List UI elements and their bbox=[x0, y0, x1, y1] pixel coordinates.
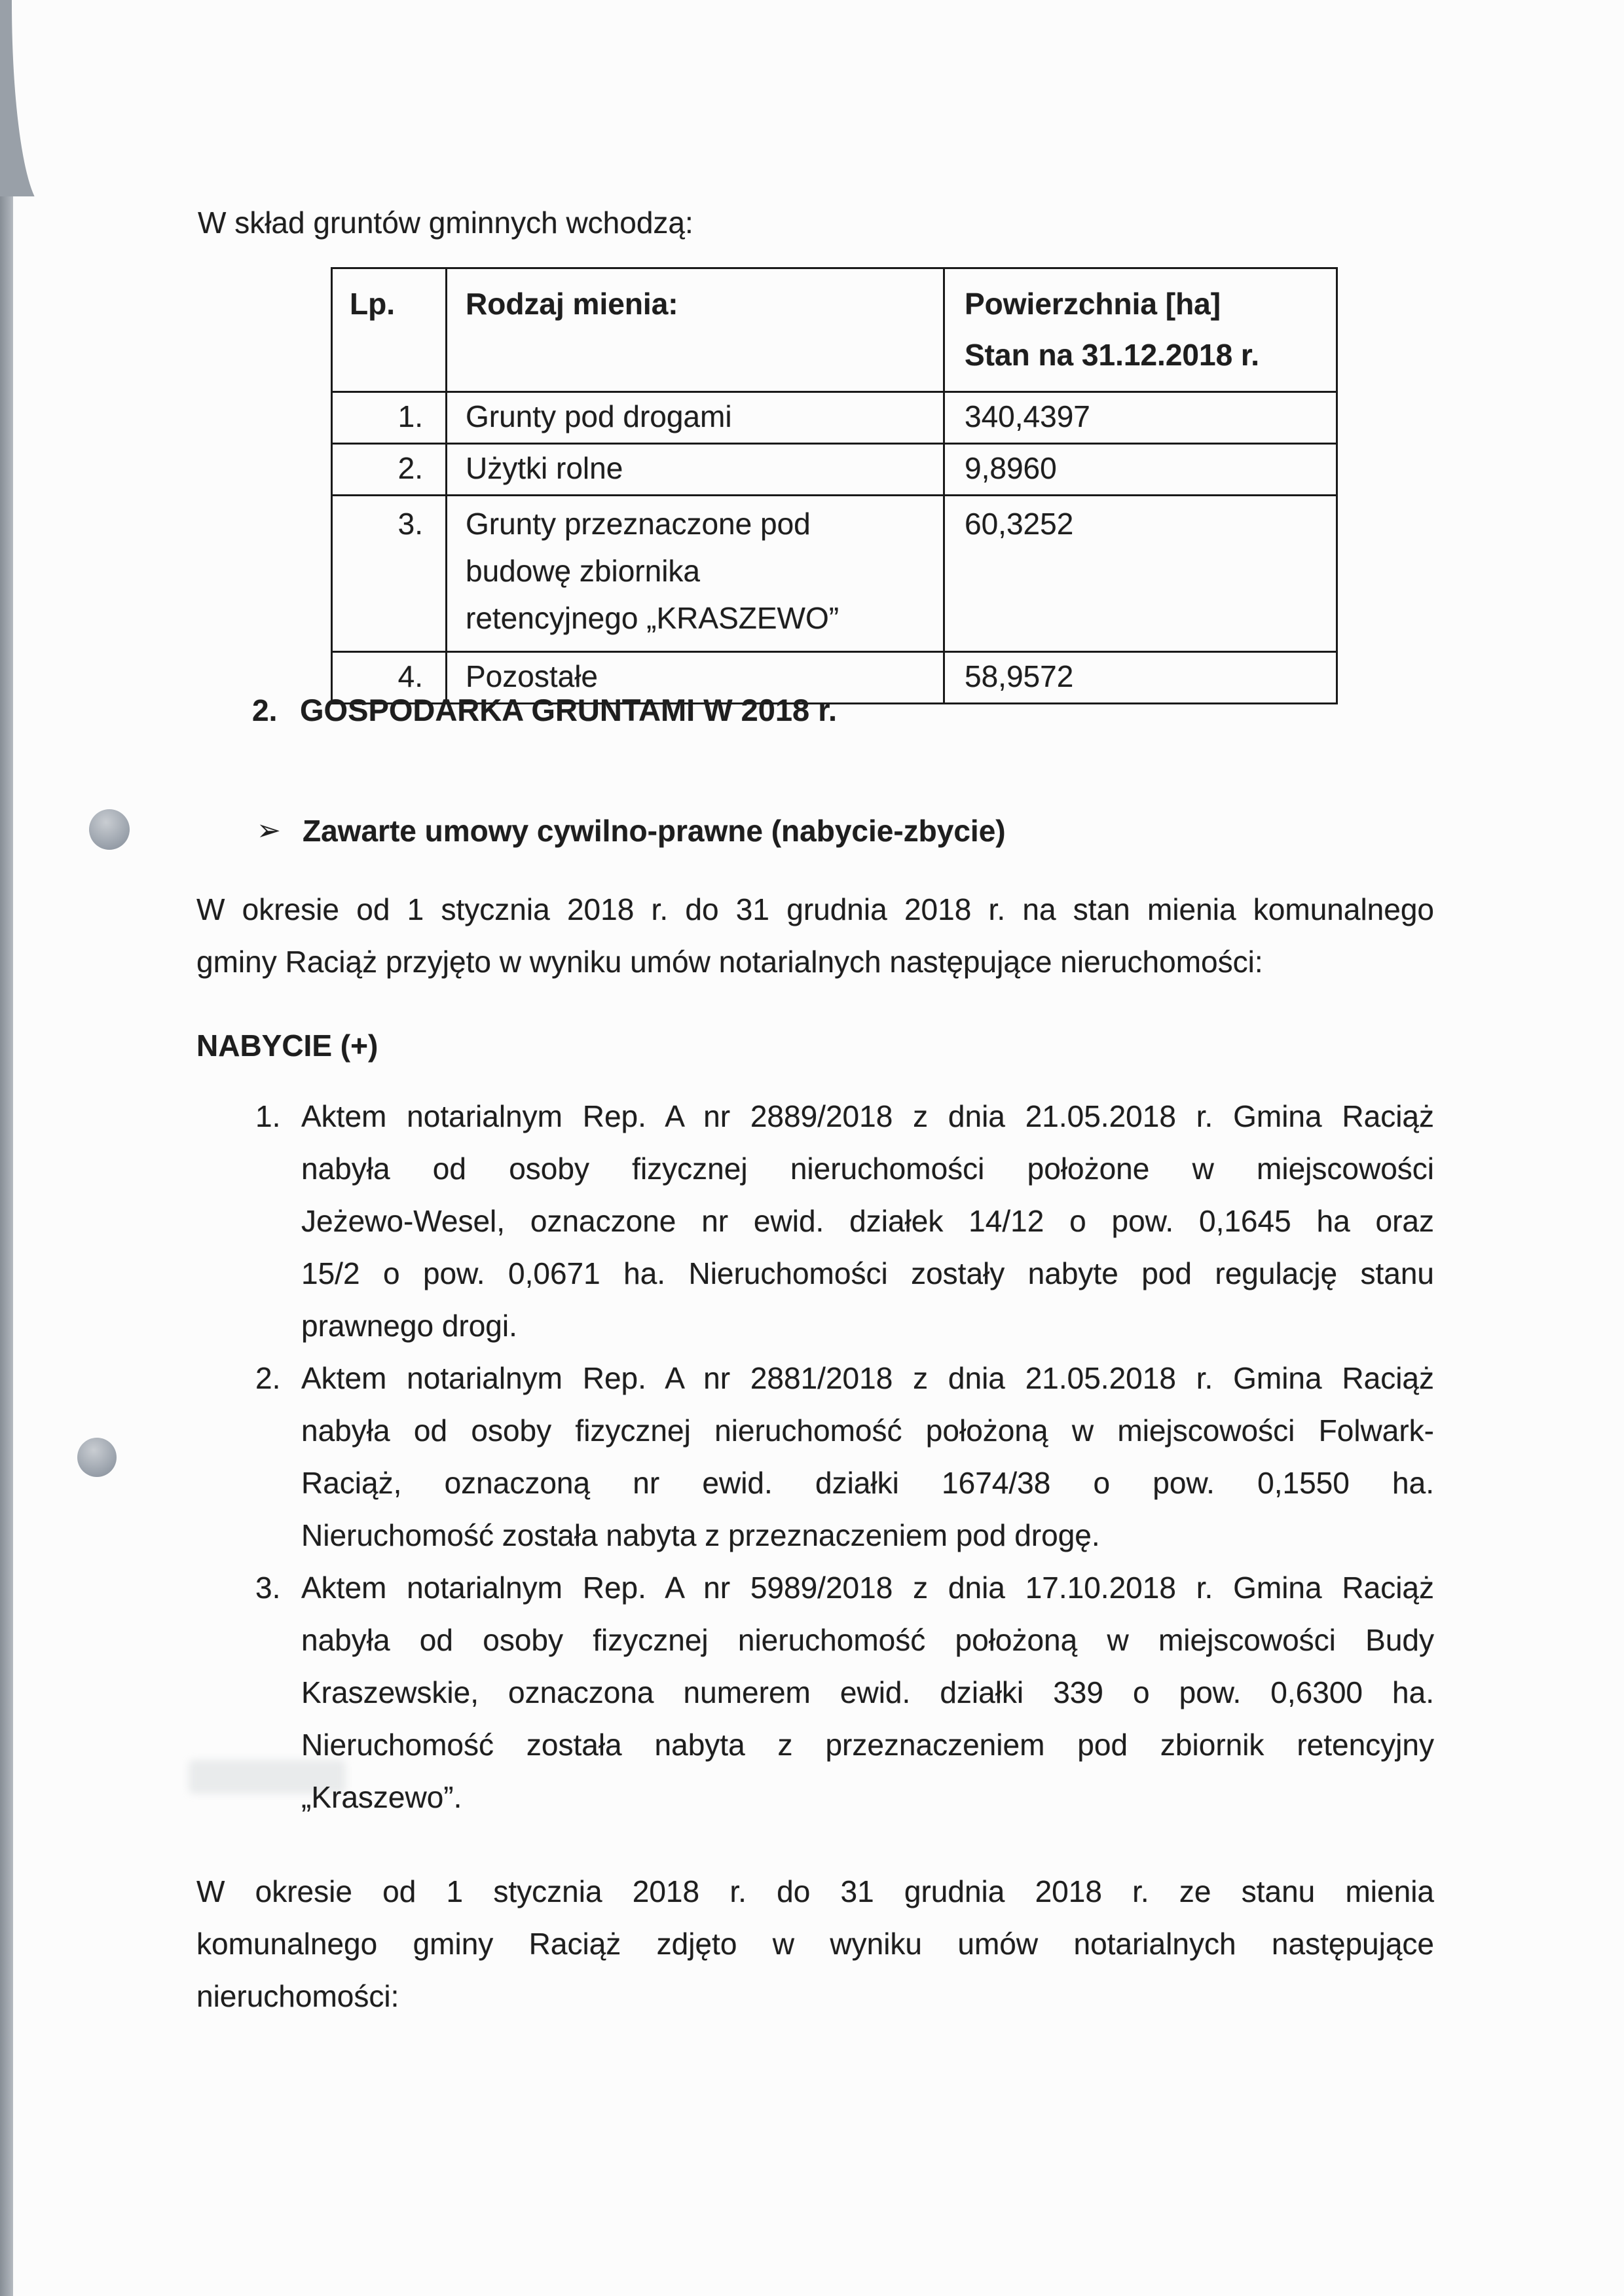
list-item-line: 15/2 o pow. 0,0671 ha. Nieruchomości zostały nabyte pod regulację stanu bbox=[301, 1256, 1434, 1290]
header-area-line2: Stan na 31.12.2018 r. bbox=[965, 338, 1260, 372]
row-kind-line: Grunty przeznaczone pod bbox=[466, 507, 811, 541]
row-area: 340,4397 bbox=[944, 392, 1337, 444]
table-row bbox=[332, 392, 1337, 444]
list-item-line: „Kraszewo”. bbox=[301, 1780, 462, 1814]
row-kind bbox=[447, 496, 944, 652]
list-item-line: Aktem notarialnym Rep. A nr 2881/2018 z dnia 21.05.2018 r. Gmina Raciąż bbox=[301, 1361, 1434, 1395]
table-row bbox=[332, 444, 1337, 496]
list-item-line: nabyła od osoby fizycznej nieruchomości położone w miejscowości bbox=[301, 1152, 1434, 1186]
list-item bbox=[196, 1561, 1434, 1823]
list-item-line: Jeżewo-Wesel, oznaczone nr ewid. działek 14/12 o pow. 0,1645 ha oraz bbox=[301, 1204, 1434, 1238]
list-item-line: Aktem notarialnym Rep. A nr 2889/2018 z dnia 21.05.2018 r. Gmina Raciąż bbox=[301, 1099, 1434, 1133]
section-number: 2. bbox=[252, 693, 278, 727]
row-lp: 2. bbox=[332, 444, 447, 496]
bullet-label: Zawarte umowy cywilno-prawne (nabycie-zbycie) bbox=[303, 814, 1006, 848]
row-kind-line: budowę zbiornika bbox=[466, 554, 701, 588]
paragraph-removal bbox=[196, 1865, 1434, 2022]
list-item bbox=[196, 1090, 1434, 1352]
intro-heading: W skład gruntów gminnych wchodzą: bbox=[198, 206, 693, 240]
row-area: 60,3252 bbox=[944, 496, 1337, 652]
list-item-line: Raciąż, oznaczoną nr ewid. działki 1674/38 o pow. 0,1550 ha. bbox=[301, 1466, 1434, 1500]
paragraph-line: komunalnego gminy Raciąż zdjęto w wyniku umów notarialnych następujące bbox=[196, 1927, 1434, 1961]
header-kind: Rodzaj mienia: bbox=[447, 268, 944, 392]
list-item-number: 3. bbox=[255, 1571, 281, 1605]
paragraph-line: W okresie od 1 stycznia 2018 r. do 31 grudnia 2018 r. na stan mienia komunalnego bbox=[196, 892, 1434, 926]
list-item bbox=[196, 1352, 1434, 1561]
table-row bbox=[332, 496, 1337, 652]
row-lp: 1. bbox=[332, 392, 447, 444]
arrow-bullet-icon: ➢ bbox=[257, 814, 281, 847]
row-kind: Pozostałe bbox=[447, 652, 944, 704]
row-kind-line: retencyjnego „KRASZEWO” bbox=[466, 601, 840, 635]
row-area: 58,9572 bbox=[944, 652, 1337, 704]
land-composition-table bbox=[331, 267, 1338, 704]
paragraph-line: nieruchomości: bbox=[196, 1979, 399, 2013]
header-lp: Lp. bbox=[332, 268, 447, 392]
list-item-line: Aktem notarialnym Rep. A nr 5989/2018 z dnia 17.10.2018 r. Gmina Raciąż bbox=[301, 1571, 1434, 1605]
list-item-line: Nieruchomość została nabyta z przeznaczeniem pod zbiornik retencyjny bbox=[301, 1728, 1434, 1762]
header-area bbox=[944, 268, 1337, 392]
row-lp: 3. bbox=[332, 496, 447, 652]
scan-left-edge bbox=[0, 0, 13, 2296]
row-lp: 4. bbox=[332, 652, 447, 704]
hole-punch-dot bbox=[77, 1438, 117, 1477]
bullet-umowy bbox=[196, 805, 1434, 857]
list-item-line: Kraszewskie, oznaczona numerem ewid. działki 339 o pow. 0,6300 ha. bbox=[301, 1675, 1434, 1709]
nabycie-heading: NABYCIE (+) bbox=[196, 1029, 378, 1063]
row-area: 9,8960 bbox=[944, 444, 1337, 496]
acquisitions-list bbox=[196, 1090, 1434, 1823]
list-item-line: Nieruchomość została nabyta z przeznaczeniem pod drogę. bbox=[301, 1518, 1100, 1552]
list-item-line: nabyła od osoby fizycznej nieruchomość położoną w miejscowości Folwark- bbox=[301, 1413, 1434, 1448]
list-item-number: 1. bbox=[255, 1099, 281, 1133]
section-title: GOSPODARKA GRUNTAMI W 2018 r. bbox=[300, 693, 837, 727]
paragraph-intake bbox=[196, 883, 1434, 988]
table-header-row bbox=[332, 268, 1337, 392]
paragraph-line: W okresie od 1 stycznia 2018 r. do 31 grudnia 2018 r. ze stanu mienia bbox=[196, 1874, 1434, 1908]
list-item-number: 2. bbox=[255, 1361, 281, 1395]
list-item-line: nabyła od osoby fizycznej nieruchomość położoną w miejscowości Budy bbox=[301, 1623, 1434, 1657]
header-area-line1: Powierzchnia [ha] bbox=[965, 287, 1221, 321]
list-item-line: prawnego drogi. bbox=[301, 1309, 517, 1343]
row-kind: Grunty pod drogami bbox=[447, 392, 944, 444]
row-kind: Użytki rolne bbox=[447, 444, 944, 496]
paragraph-line: gminy Raciąż przyjęto w wyniku umów notarialnych następujące nieruchomości: bbox=[196, 945, 1263, 979]
section-heading-gospodarka bbox=[196, 684, 1434, 737]
hole-punch-dot bbox=[89, 809, 130, 850]
